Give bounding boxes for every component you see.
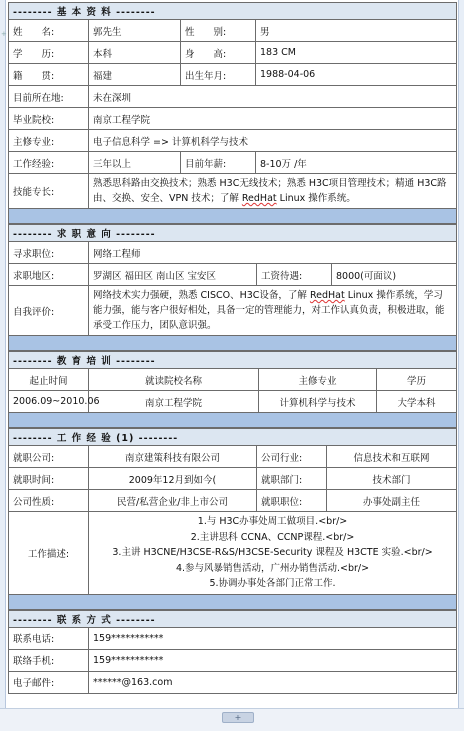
contact-title: -------- 联 系 方 式 -------- [9,610,457,627]
self-eval-value [89,286,457,336]
edu-header-school: 就读院校名称 [89,369,259,391]
skills-text-a: 熟悉思科路由交换技术；熟悉 H3C无线技术；熟悉 H3C项目管理技术；精通 H3C路由、交换、安全、VPN 技术；了解 [93,178,447,204]
company-label: 就职公司: [9,446,89,468]
page-right-margin [458,0,464,731]
mobile-value: 159*********** [89,649,457,671]
company-value: 南京建策科技有限公司 [89,446,257,468]
basic-info-table [8,2,457,224]
dept-value: 技术部门 [327,468,457,490]
dept-label: 就职部门: [257,468,327,490]
birth-label: 出生年月: [181,64,256,86]
self-eval-text-redhat: RedHat [309,290,345,301]
location-value: 未在深圳 [89,86,457,108]
table-row [9,391,457,413]
list-item: 3.主讲 H3CNE/H3CSE-R&S/H3CSE-Security 课程及 H3CTE 实验.<br/> [112,547,433,558]
height-label: 身 高: [181,42,256,64]
salary-label: 目前年薪: [181,152,256,174]
phone-label: 联系电话: [9,627,89,649]
industry-label: 公司行业: [257,446,327,468]
email-label: 电子邮件: [9,671,89,693]
location-label: 目前所在地: [9,86,89,108]
gender-value: 男 [256,20,457,42]
basic-info-title: -------- 基 本 资 料 -------- [9,3,457,20]
work-experience-table [8,428,457,610]
edu-label: 学 历: [9,42,89,64]
self-eval-text-a: 网络技术实力强硬，熟悉 CISCO、H3C设备，了解 [93,290,310,301]
list-item: 5.协调办事处各部门正常工作. [209,578,336,589]
page-left-margin [0,0,6,731]
resume-document [8,2,456,694]
post-value: 办事处副主任 [327,490,457,512]
native-value: 福建 [89,64,181,86]
major-label: 主修专业: [9,130,89,152]
section-divider-band [9,209,457,224]
email-value[interactable]: ******@163.com [89,671,457,693]
edu-school: 南京工程学院 [89,391,259,413]
table-anchor-icon[interactable]: + [1,30,7,38]
skills-value [89,174,457,209]
edu-header-period: 起止时间 [9,369,89,391]
salary-value: 8-10万 /年 [256,152,457,174]
name-label: 姓 名: [9,20,89,42]
edu-period: 2006.09~2010.06 [9,391,89,413]
pay-label: 工资待遇: [257,264,332,286]
desc-label: 工作描述: [9,512,89,595]
edu-degree: 大学本科 [377,391,457,413]
area-label: 求职地区: [9,264,89,286]
nature-label: 公司性质: [9,490,89,512]
native-label: 籍 贯: [9,64,89,86]
edu-header-major: 主修专业 [259,369,377,391]
nature-value: 民营/私营企业/非上市公司 [89,490,257,512]
exp-label: 工作经验: [9,152,89,174]
skills-text-redhat: RedHat [241,193,277,204]
name-value: 郭先生 [89,20,181,42]
list-item: 4.参与风暴销售活动，广州办销售活动.<br/> [175,562,370,574]
work-title: -------- 工 作 经 验 (1) -------- [9,429,457,446]
pay-value: 8000(可面议) [332,264,457,286]
contact-table [8,610,457,694]
school-value: 南京工程学院 [89,108,457,130]
plus-icon[interactable]: + [222,712,254,723]
position-label: 寻求职位: [9,242,89,264]
area-value: 罗湖区 福田区 南山区 宝安区 [89,264,257,286]
major-value: 电子信息科学 => 计算机科学与技术 [89,130,457,152]
self-eval-label: 自我评价: [9,286,89,336]
mobile-label: 联络手机: [9,649,89,671]
exp-value: 三年以上 [89,152,181,174]
desc-value [89,512,457,595]
height-value: 183 CM [256,42,457,64]
school-label: 毕业院校: [9,108,89,130]
post-label: 就职职位: [257,490,327,512]
position-value: 网络工程师 [89,242,457,264]
education-table [8,351,457,428]
phone-value: 159*********** [89,627,457,649]
section-divider-band [9,413,457,428]
gender-label: 性 别: [181,20,256,42]
birth-value: 1988-04-06 [256,64,457,86]
section-divider-band [9,336,457,351]
list-item: 1.与 H3C办事处周工做项目.<br/> [197,516,348,527]
self-eval-text-c: Linux 操作系统，学习能力强，能与客户很好相处，具备一定的管理能力，对工作认真负责，积极进取，能承受工作压力，团队意识强。 [93,290,445,331]
edu-header-degree: 学历 [377,369,457,391]
section-divider-band [9,594,457,609]
list-item: 2.主讲思科 CCNA、CCNP课程.<br/> [190,531,355,543]
industry-value: 信息技术和互联网 [327,446,457,468]
time-value: 2009年12月到如今( [89,468,257,490]
skills-label: 技能专长: [9,174,89,209]
edu-value: 本科 [89,42,181,64]
job-intention-title: -------- 求 职 意 向 -------- [9,225,457,242]
education-title: -------- 教 育 培 训 -------- [9,352,457,369]
skills-text-c: Linux 操作系统。 [276,193,356,204]
job-intention-table [8,224,457,351]
edu-major: 计算机科学与技术 [259,391,377,413]
time-label: 就职时间: [9,468,89,490]
